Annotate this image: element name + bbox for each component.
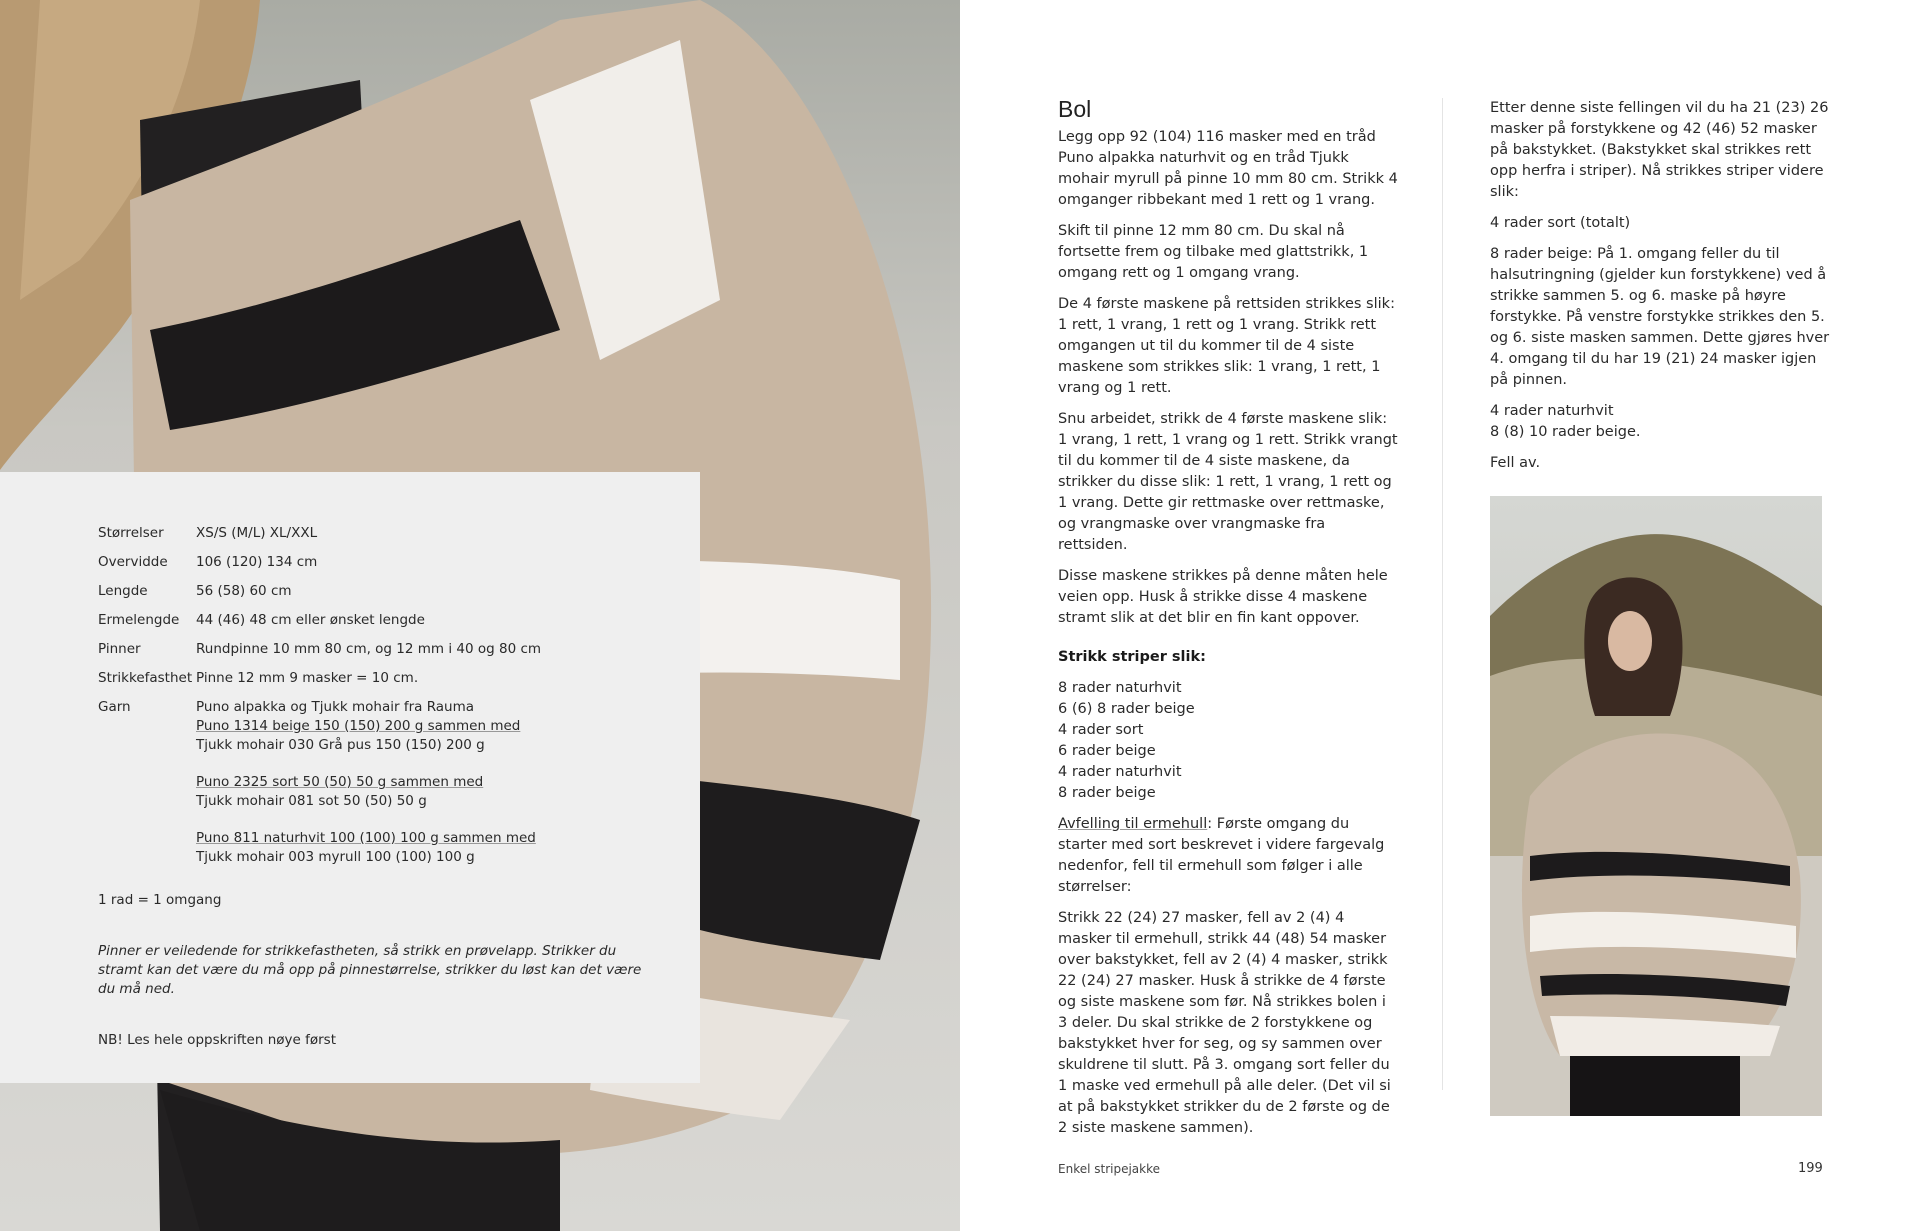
yarn-group [196, 698, 700, 755]
spec-label: Lengde [98, 583, 148, 599]
spec-value: 44 (46) 48 cm eller ønsket lengde [196, 612, 425, 628]
gauge-disclaimer: Pinner er veiledende for strikkefastheten, så strikk en prøvelapp. Strikker du stramt kan det være du må opp på pinnestørrelse, strikker du løst kan det være du må ned. [98, 943, 642, 997]
spec-label: Strikkefasthet [98, 670, 193, 686]
spec-list [98, 524, 700, 867]
spec-value: Rundpinne 10 mm 80 cm, og 12 mm i 40 og 80 cm [196, 641, 542, 657]
yarn-line: Puno 1314 beige 150 (150) 200 g sammen med [196, 718, 521, 734]
yarn-line: Puno 811 naturhvit 100 (100) 100 g sammen med [196, 830, 536, 846]
yarn-line: Tjukk mohair 003 myrull 100 (100) 100 g [196, 849, 475, 865]
model-photo [1490, 496, 1822, 1116]
stripe-item: 8 (8) 10 rader beige. [1490, 424, 1641, 440]
instruction-paragraph: De 4 første maskene på rettsiden strikkes slik: 1 rett, 1 vrang, 1 rett og 1 vrang. Strikk rett omgangen ut til du kommer til de 4 siste maskene som strikkes slik: 1 vrang, 1 rett, 1 vrang og 1 rett. [1058, 296, 1395, 396]
instruction-paragraph: Skift til pinne 12 mm 80 cm. Du skal nå fortsette frem og tilbake med glattstrikk, 1 omgang rett og 1 omgang vrang. [1058, 223, 1369, 281]
stripe-item: 4 rader sort [1058, 722, 1144, 738]
spec-row-gauge [98, 669, 700, 688]
yarn-groups [196, 698, 700, 867]
spec-row-length [98, 582, 700, 601]
yarn-line: Puno 2325 sort 50 (50) 50 g sammen med [196, 774, 484, 790]
pattern-info-box [0, 472, 700, 1083]
instructions-column-1 [1058, 96, 1398, 1149]
stripe-item: 6 rader beige [1058, 743, 1156, 759]
spec-label: Garn [98, 699, 131, 715]
stripe-list-2 [1490, 401, 1830, 443]
spec-row-needles [98, 640, 700, 659]
armhole-title: Avfelling til ermehull [1058, 816, 1208, 832]
stripe-item: 4 rader naturhvit [1490, 403, 1614, 419]
row-round-note: 1 rad = 1 omgang [98, 892, 222, 908]
spec-row-sizes [98, 524, 700, 543]
stripe-item: 8 rader beige [1058, 785, 1156, 801]
section-heading-body: Bol [1058, 96, 1092, 122]
stripe-list [1058, 678, 1398, 804]
instruction-paragraph: 4 rader sort (totalt) [1490, 215, 1631, 231]
spec-label: Pinner [98, 641, 141, 657]
instruction-paragraph: Snu arbeidet, strikk de 4 første maskene slik: 1 vrang, 1 rett, 1 vrang og 1 rett. Strikk vrangt til du kommer til de 4 siste maskene, da strikker du disse slik: 1 rett, 1 vrang, 1 rett og 1 vrang. Dette gir rettmaske over rettmaske, og vrangmaske over vrangmaske fra rettsiden. [1058, 411, 1398, 553]
spec-value: 106 (120) 134 cm [196, 554, 318, 570]
stripes-heading: Strikk striper slik: [1058, 649, 1206, 665]
bind-off-text: Fell av. [1490, 455, 1541, 471]
stripe-item: 8 rader naturhvit [1058, 680, 1182, 696]
spec-row-chest [98, 553, 700, 572]
spec-row-yarn [98, 698, 700, 867]
stripe-item: 6 (6) 8 rader beige [1058, 701, 1195, 717]
column-divider [1442, 98, 1443, 1090]
instruction-paragraph: Etter denne siste fellingen vil du ha 21 (23) 26 masker på forstykkene og 42 (46) 52 masker på bakstykket. (Bakstykket skal strikkes rett opp herfra i striper). Nå strikkes striper videre slik: [1490, 100, 1829, 200]
yarn-line: Puno alpakka og Tjukk mohair fra Rauma [196, 699, 475, 715]
read-first-note: NB! Les hele oppskriften nøye først [98, 1032, 336, 1048]
spec-value: 56 (58) 60 cm [196, 583, 292, 599]
spec-label: Overvidde [98, 554, 168, 570]
spec-label: Ermelengde [98, 612, 180, 628]
instruction-paragraph: 8 rader beige: På 1. omgang feller du til halsutringning (gjelder kun forstykkene) ved å strikke sammen 5. og 6. maske på høyre forstykke. På venstre forstykke strikkes den 5. og 6. siste masken sammen. Dette gjøres hver 4. omgang til du har 19 (21) 24 masker igjen på pinnen. [1490, 246, 1830, 388]
armhole-paragraph [1058, 814, 1398, 898]
yarn-line: Tjukk mohair 081 sot 50 (50) 50 g [196, 793, 427, 809]
page-number: 199 [1798, 1161, 1823, 1176]
spec-value: XS/S (M/L) XL/XXL [196, 525, 318, 541]
yarn-line: Tjukk mohair 030 Grå pus 150 (150) 200 g [196, 737, 485, 753]
instruction-paragraph: Strikk 22 (24) 27 masker, fell av 2 (4) 4 masker til ermehull, strikk 44 (48) 54 masker over bakstykket, fell av 2 (4) 4 masker, strikk 22 (24) 27 masker. Husk å strikke de 4 første og siste maskene som før. Nå strikkes bolen i 3 deler. Du skal strikke de 2 forstykkene og bakstykket hver for seg, og sy sammen over skuldrene til slutt. På 3. omgang sort feller du 1 maske ved ermehull på alle deler. (Det vil si at på bakstykket strikker du de 2 første og de 2 siste maskene sammen). [1058, 910, 1391, 1136]
instructions-column-2 [1490, 98, 1830, 1116]
footer-pattern-title: Enkel stripejakke [1058, 1162, 1161, 1176]
stripe-item: 4 rader naturhvit [1058, 764, 1182, 780]
instruction-paragraph: Legg opp 92 (104) 116 masker med en tråd Puno alpakka naturhvit og en tråd Tjukk mohair myrull på pinne 10 mm 80 cm. Strikk 4 omganger ribbekant med 1 rett og 1 vrang. [1058, 129, 1398, 208]
model-photo-image [1490, 496, 1822, 1116]
yarn-group [196, 773, 700, 811]
yarn-group [196, 829, 700, 867]
instruction-paragraph: Disse maskene strikkes på denne måten hele veien opp. Husk å strikke disse 4 maskene stramt slik at det blir en fin kant oppover. [1058, 568, 1388, 626]
spec-value: Pinne 12 mm 9 masker = 10 cm. [196, 670, 419, 686]
armhole-text: : Første omgang du starter med sort beskrevet i videre fargevalg nedenfor, fell til ermehull som følger i alle størrelser: [1058, 816, 1385, 895]
spec-label: Størrelser [98, 525, 164, 541]
spec-row-sleeve [98, 611, 700, 630]
right-page [960, 0, 1920, 1231]
